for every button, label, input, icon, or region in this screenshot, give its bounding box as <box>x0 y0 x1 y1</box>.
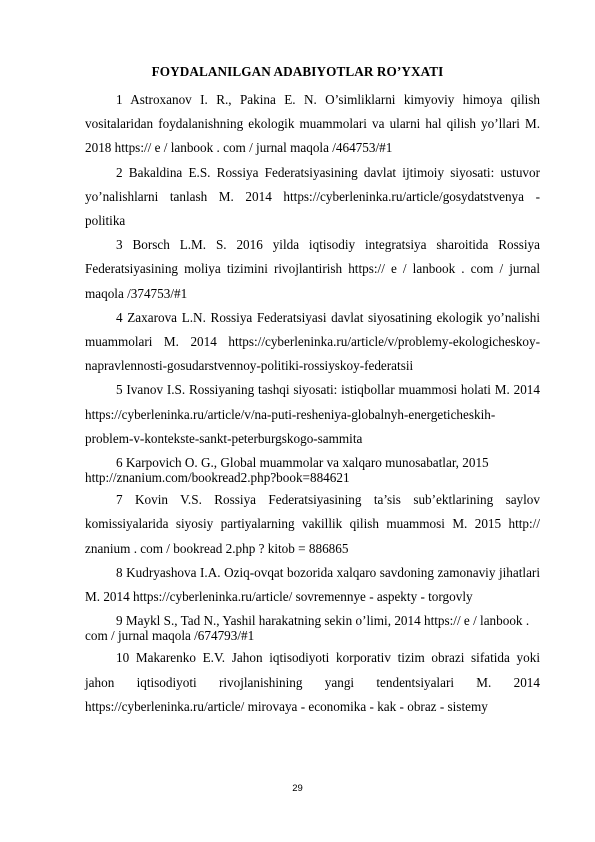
reference-item: 1 Astroxanov I. R., Pakina E. N. O’simliklarni kimyoviy himoya qilish vositalaridan foydalanishning ekologik muammolari va ularni hal qilish yo’llari M. 2018 https:// e / lanbook . com / jurnal maqola /464753/#1 <box>85 92 540 156</box>
reference-item: 8 Kudryashova I.A. Oziq-ovqat bozorida xalqaro savdoning zamonaviy jihatlari M. 2014 https://cyberleninka.ru/article/ sovremennye - aspekty - torgovly <box>85 564 540 605</box>
reference-item: 6 Karpovich O. G., Global muammolar va xalqaro munosabatlar, 2015 http://znanium.com/bookread2.php?book=884621 <box>85 455 489 485</box>
page-title: FOYDALANILGAN ADABIYOTLAR RO’YXATI <box>151 64 444 79</box>
page-number: 29 <box>292 783 303 794</box>
reference-item: 7 Kovin V.S. Rossiya Federatsiyasining ta’sis sub’ektlarining saylov komissiyalarida siyosiy partiyalarning vakillik qilish muammosi M. 2015 http:// znanium . com / bookread 2.php ? kitob = 886865 <box>85 492 540 556</box>
reference-item: 3 Borsch L.M. S. 2016 yilda iqtisodiy integratsiya sharoitida Rossiya Federatsiyasining moliya tizimini rivojlantirish https:// e / lanbook . com / jurnal maqola /374753/#1 <box>85 237 540 301</box>
reference-item: 4 Zaxarova L.N. Rossiya Federatsiyasi davlat siyosatining ekologik yo’nalishi muammolari M. 2014 https://cyberleninka.ru/article/v/problemy-ekologicheskoy-napravlennosti-gosudarstvennoy-politiki-rossiyskoy-federatsii <box>85 309 540 374</box>
reference-item: 5 Ivanov I.S. Rossiyaning tashqi siyosati: istiqbollar muammosi holati M. 2014 https://cyberleninka.ru/article/v/na-puti-resheniya-globalnyh-energeticheskih-problem-v-kontekste-sankt-peterburgskogo-sammita <box>85 382 540 446</box>
reference-item: 10 Makarenko E.V. Jahon iqtisodiyoti korporativ tizim obrazi sifatida yoki jahon iqtisodiyoti rivojlanishining yangi tendentsiyalari M. 2014 https://cyberleninka.ru/article/ mirovaya - economika - kak - obraz - sistemy <box>85 650 540 714</box>
reference-list <box>85 88 540 719</box>
reference-item: 9 Maykl S., Tad N., Yashil harakatning sekin o’limi, 2014 https:// e / lanbook . com / jurnal maqola /674793/#1 <box>85 613 530 643</box>
reference-item: 2 Bakaldina E.S. Rossiya Federatsiyasining davlat ijtimoiy siyosati: ustuvor yo’nalishlarni tanlash M. 2014 https://cyberleninka.ru/article/gosydatstvenya - politika <box>85 164 540 229</box>
